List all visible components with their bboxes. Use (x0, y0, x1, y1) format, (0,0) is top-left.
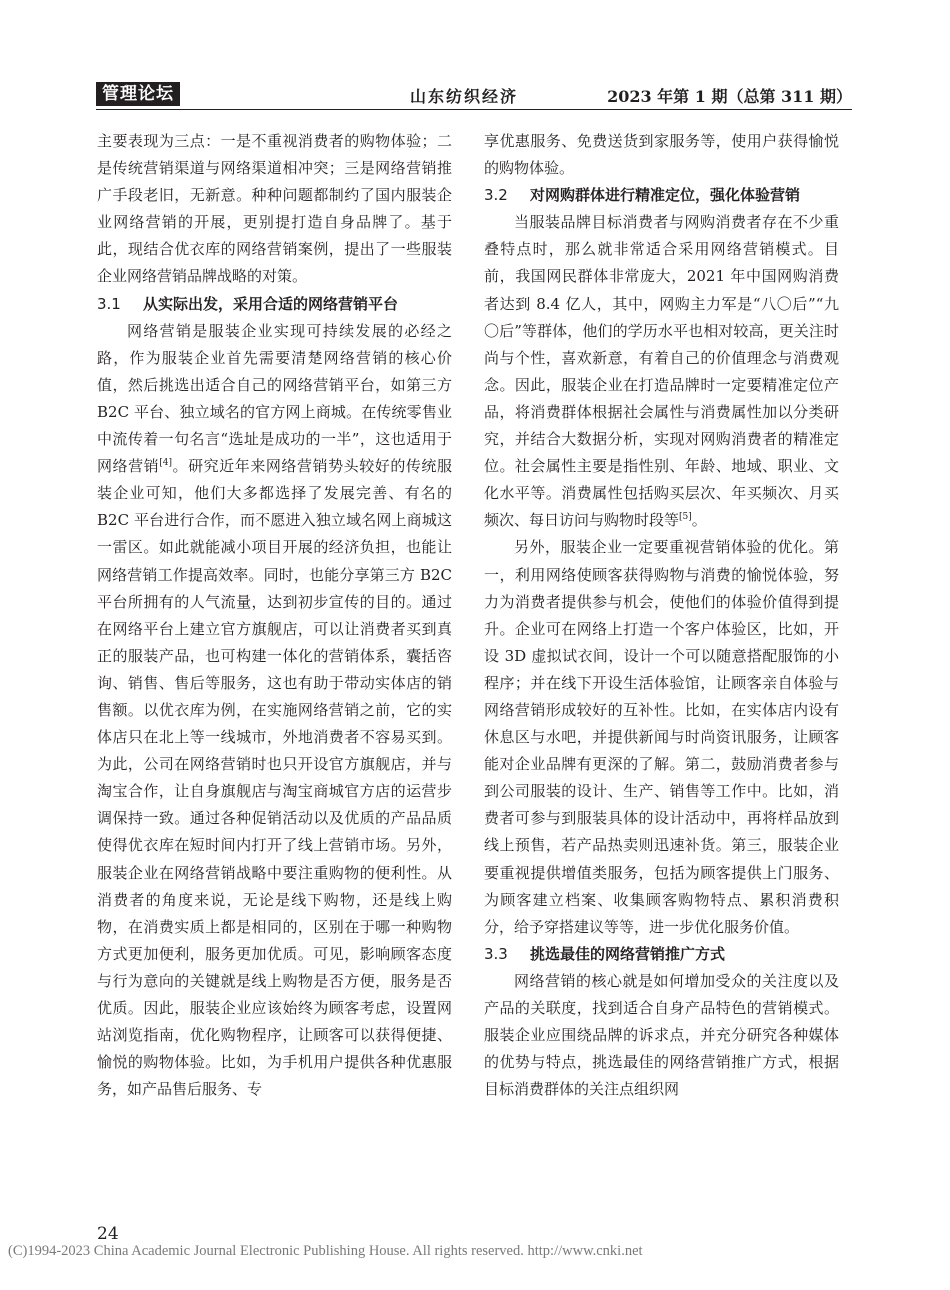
left-column (97, 128, 452, 1103)
paragraph: 另外，服装企业一定要重视营销体验的优化。第一，利用网络使顾客获得购物与消费的愉悦体验，努力为消费者提供参与机会，使他们的体验价值得到提升。企业可在网络上打造一个客户体验区，比如，开设 3D 虚拟试衣间，设计一个可以随意搭配服饰的小程序；并在线下开设生活体验馆，让顾客亲自体验与网络营销形成较好的互补性。比如，在实体店内设有休息区与水吧，并提供新闻与时尚资讯服务，让顾客能对企业品牌有更深的了解。第二，鼓励消费者参与到公司服装的设计、生产、销售等工作中。比如，消费者可参与到服装具体的设计活动中，再将样品放到线上预售，若产品热卖则迅速补货。第三，服装企业要重视提供增值类服务，包括为顾客提供上门服务、为顾客建立档案、收集顾客购物特点、累积消费积分，给予穿搭建议等等，进一步优化服务价值。 (484, 538, 839, 936)
right-column (484, 128, 839, 1103)
paragraph: 享优惠服务、免费送货到家服务等，使用户获得愉悦的购物体验。 (484, 132, 839, 178)
section-heading-3-3 (484, 941, 839, 968)
section-title: 对网购群体进行精准定位，强化体验营销 (530, 186, 801, 205)
citation-ref[interactable]: [4] (159, 458, 172, 469)
section-tag: 管理论坛 (96, 82, 180, 106)
section-number: 3.3 (484, 944, 508, 963)
section-heading-3-2 (484, 182, 839, 209)
copyright-notice: (C)1994-2023 China Academic Journal Electronic Publishing House. All rights reserved. http://www.cnki.net (8, 1243, 643, 1259)
page-number: 24 (97, 1224, 119, 1244)
section-heading-3-1 (97, 291, 452, 318)
section-title: 挑选最佳的网络营销推广方式 (530, 944, 726, 963)
paragraph: 主要表现为三点：一是不重视消费者的购物体验；二是传统营销渠道与网络渠道相冲突；三是网络营销推广手段老旧，无新意。种种问题都制约了国内服装企业网络营销的开展，更别提打造自身品牌了。基于此，现结合优衣库的网络营销案例，提出了一些服装企业网络营销品牌战略的对策。 (97, 132, 452, 286)
header-rule (96, 109, 852, 110)
paragraph: 当服装品牌目标消费者与网购消费者存在不少重叠特点时，那么就非常适合采用网络营销模式。目前，我国网民群体非常庞大，2021 年中国网购消费者达到 8.4 亿人，其中，网购主力军是“八〇后”“九〇后”等群体，他们的学历水平也相对较高，更关注时尚与个性，喜欢新意，有着自己的价值理念与消费观念。因此，服装企业在打造品牌时一定要精准定位产品，将消费群体根据社会属性与消费属性加以分类研究，并结合大数据分析，实现对网购消费者的精准定位。社会属性主要是指性别、年龄、地域、职业、文化水平等。消费属性包括购买层次、年买频次、月买频次、每日访问与购物时段等[5]。 (484, 213, 839, 530)
section-number: 3.1 (97, 294, 121, 313)
section-number: 3.2 (484, 186, 508, 205)
section-title: 从实际出发，采用合适的网络营销平台 (143, 294, 399, 313)
journal-name: 山东纺织经济 (410, 87, 519, 106)
paragraph: 网络营销的核心就是如何增加受众的关注度以及产品的关联度，找到适合自身产品特色的营销模式。服装企业应围绕品牌的诉求点，并充分研究各种媒体的优势与特点，挑选最佳的网络营销推广方式，根据目标消费群体的关注点组织网 (484, 971, 839, 1099)
issue-info: 2023 年第 1 期（总第 311 期） (607, 87, 852, 106)
page-header (96, 82, 852, 108)
citation-ref[interactable]: [5] (679, 512, 692, 523)
paragraph: 网络营销是服装企业实现可持续发展的必经之路，作为服装企业首先需要清楚网络营销的核心价值，然后挑选出适合自己的网络营销平台，如第三方 B2C 平台、独立域名的官方网上商城。在传统零售业中流传着一句名言“选址是成功的一半”，这也适用于网络营销[4]。研究近年来网络营销势头较好的传统服装企业可知，他们大多都选择了发展完善、有名的 B2C 平台进行合作，而不愿进入独立域名网上商城这一雷区。如此就能减小项目开展的经济负担，也能让网络营销工作提高效率。同时，也能分享第三方 B2C 平台所拥有的人气流量，达到初步宣传的目的。通过在网络平台上建立官方旗舰店，可以让消费者买到真正的服装产品，也可构建一体化的营销体系，囊括咨询、销售、售后等服务，这也有助于带动实体店的销售额。以优衣库为例，在实施网络营销之前，它的实体店只在北上等一线城市，外地消费者不容易买到。为此，公司在网络营销时也只开设官方旗舰店，并与淘宝合作，让自身旗舰店与淘宝商城官方店的运营步调保持一致。通过各种促销活动以及优质的产品品质使得优衣库在短时间内打开了线上营销市场。另外，服装企业在网络营销战略中要注重购物的便利性。从消费者的角度来说，无论是线下购物，还是线上购物，在消费实质上都是相同的，区别在于哪一种购物方式更加便利，服务更加优质。可见，影响顾客态度与行为意向的关键就是线上购物是否方便，服务是否优质。因此，服装企业应该始终为顾客考虑，设置网站浏览指南，优化购物程序，让顾客可以获得便捷、愉悦的购物体验。比如，为手机用户提供各种优惠服务，如产品售后服务、专 (97, 321, 452, 1099)
